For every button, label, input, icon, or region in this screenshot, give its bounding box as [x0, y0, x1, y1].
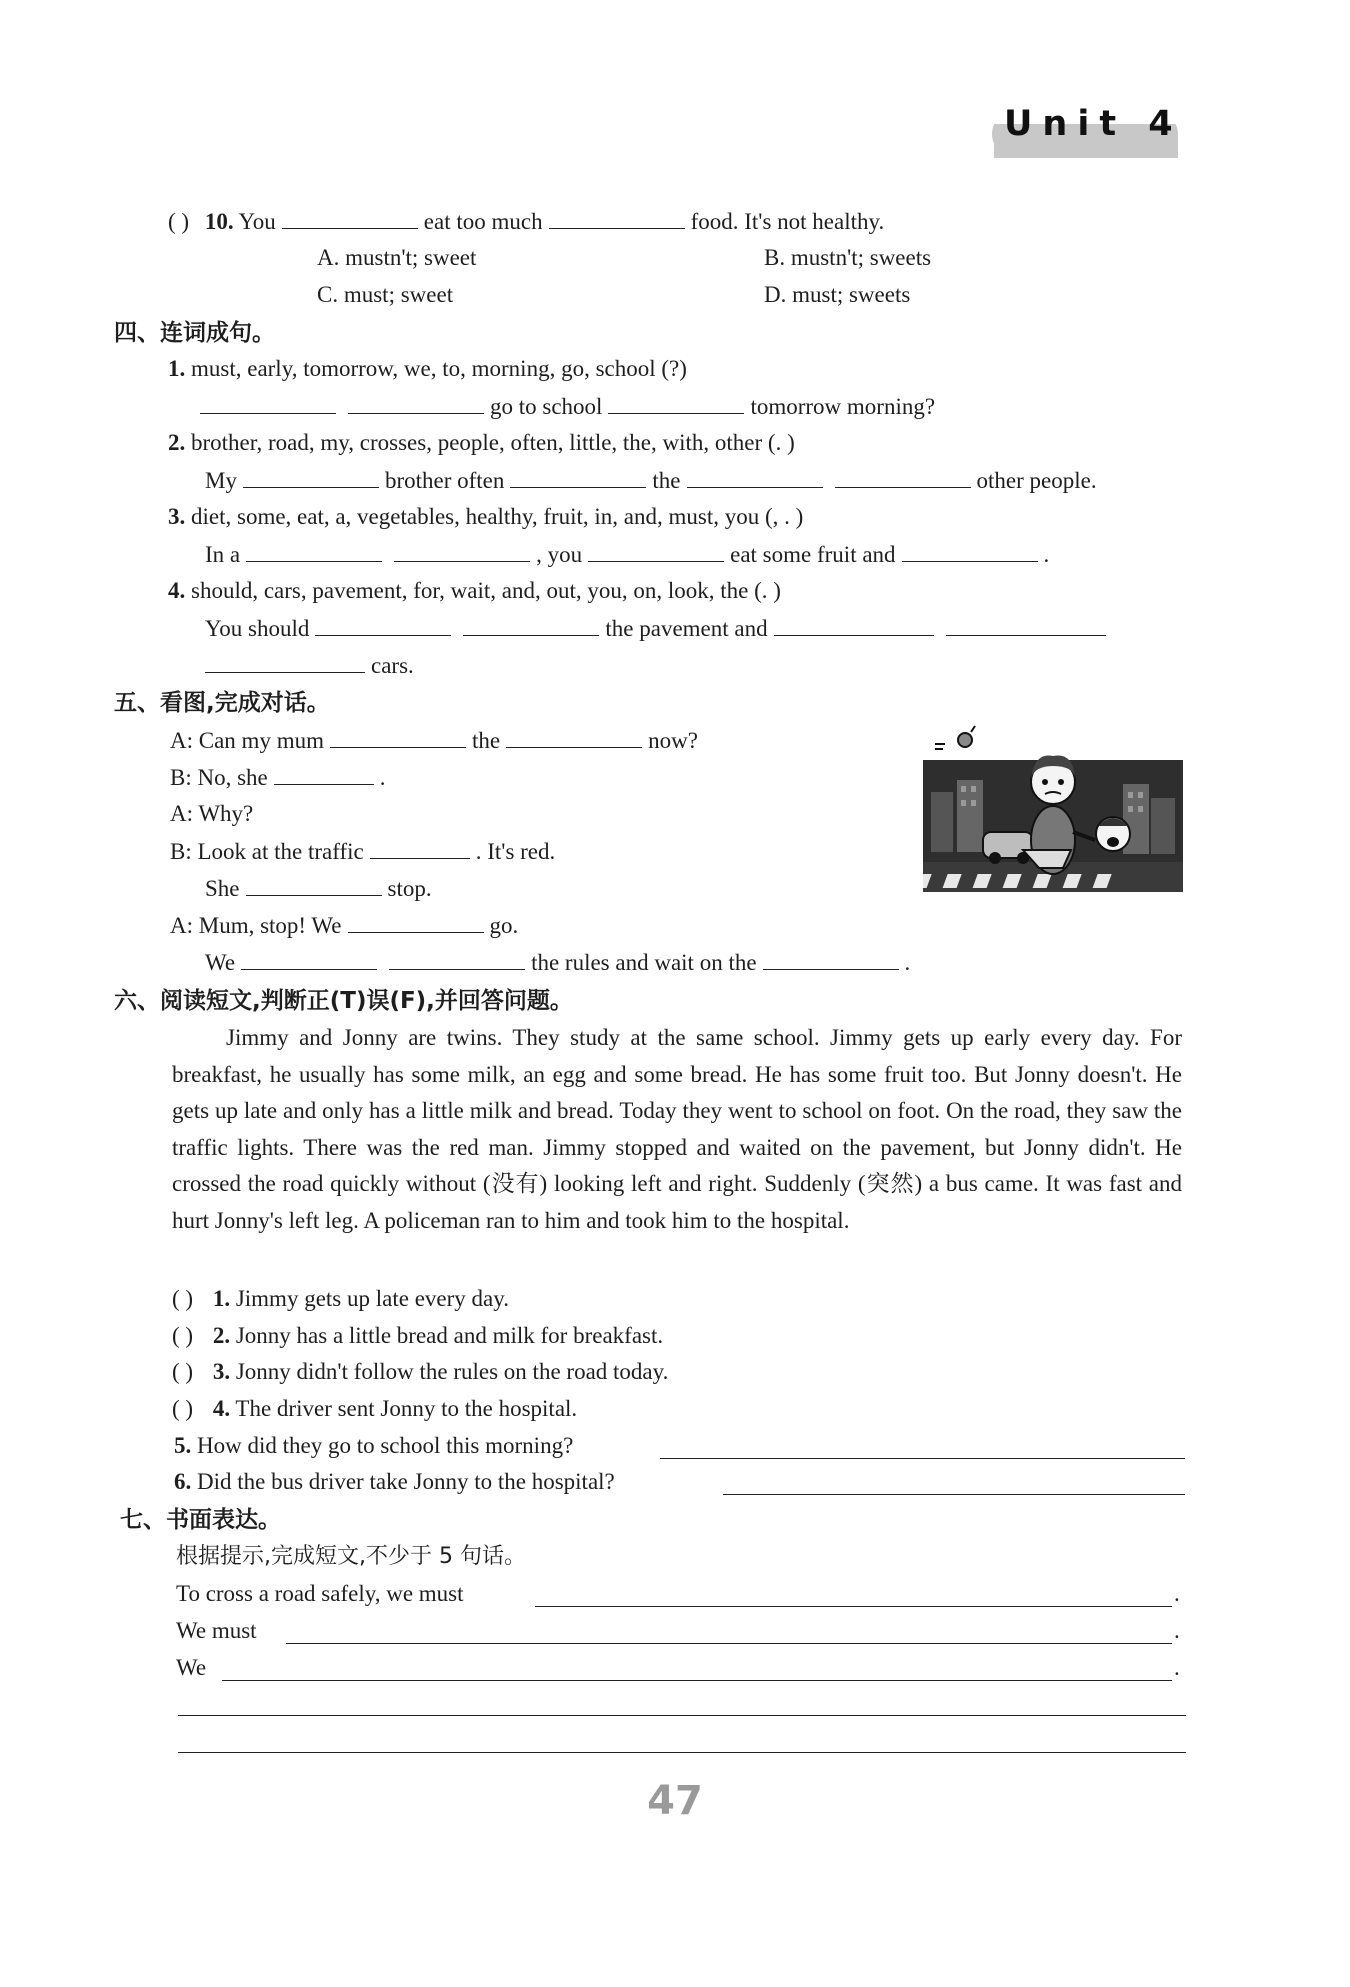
question-6: 6. Did the bus driver take Jonny to the hospital? [174, 1469, 615, 1494]
answer-line-5[interactable] [660, 1458, 1185, 1459]
sec4-item-3-answer: In a , you eat some fruit and . [205, 539, 1049, 570]
answer-blank[interactable] [510, 465, 646, 488]
q10-stem: ( ) 10. You eat too much food. It's not healthy. [168, 206, 884, 237]
dialogue-line-2: B: No, she . [170, 762, 386, 793]
reading-passage: Jimmy and Jonny are twins. They study at the same school. Jimmy gets up early every day. For breakfast, he usually has some milk, an egg and some bread. He has some fruit too. But Jonny doesn't. He gets up late and only has a little milk and bread. Today they went to school on foot. On the road, they saw the traffic lights. There was the red man. Jimmy stopped and waited on the pavement, but Jonny didn't. He crossed the road quickly without (没有) looking left and right. Suddenly (突然) a bus came. It was fast and hurt Jonny's left leg. A policeman ran to him and took him to the hospital. [172, 1025, 1182, 1233]
answer-blank[interactable] [246, 539, 382, 562]
answer-blank[interactable] [608, 391, 744, 414]
answer-blank[interactable] [246, 873, 382, 896]
option-c: C. must; sweet [317, 282, 454, 307]
dialogue-line-7: We the rules and wait on the . [205, 947, 910, 978]
answer-blank[interactable] [274, 762, 374, 785]
answer-blank[interactable] [588, 539, 724, 562]
sec4-item-4-answer-cont: cars. [205, 650, 414, 681]
sec4-item-2-answer: My brother often the other people. [205, 465, 1097, 496]
answer-blank[interactable] [394, 539, 530, 562]
tf-item-4: ( ) 4. The driver sent Jonny to the hospital. [172, 1396, 578, 1421]
question-5: 5. How did they go to school this morning? [174, 1433, 574, 1458]
answer-blank[interactable] [946, 613, 1106, 636]
section-4-title: 四、连词成句。 [114, 320, 275, 346]
answer-blank[interactable] [205, 650, 365, 673]
sec4-item-2-words: 2. brother, road, my, crosses, people, often, little, the, with, other (. ) [168, 430, 795, 455]
dialogue-line-3: A: Why? [170, 801, 254, 826]
tf-item-2: ( ) 2. Jonny has a little bread and milk for breakfast. [172, 1323, 664, 1348]
writing-line-4[interactable] [178, 1715, 1186, 1716]
street-crossing-illustration [923, 722, 1183, 892]
sec4-item-3-words: 3. diet, some, eat, a, vegetables, healthy, fruit, in, and, must, you (, . ) [168, 504, 804, 529]
answer-paren: ( ) [168, 209, 190, 234]
answer-blank[interactable] [200, 391, 336, 414]
unit-header [984, 100, 1184, 160]
answer-line-6[interactable] [723, 1494, 1185, 1495]
answer-blank[interactable] [763, 947, 899, 970]
answer-blank[interactable] [506, 725, 642, 748]
answer-blank[interactable] [243, 465, 379, 488]
writing-hint: 根据提示,完成短文,不少于 5 句话。 [176, 1544, 526, 1569]
tf-item-1: ( ) 1. Jimmy gets up late every day. [172, 1286, 509, 1311]
answer-blank[interactable] [835, 465, 971, 488]
sec4-item-4-words: 4. should, cars, pavement, for, wait, and, out, you, on, look, the (. ) [168, 578, 781, 603]
answer-blank[interactable] [370, 836, 470, 859]
answer-blank[interactable] [902, 539, 1038, 562]
answer-blank[interactable] [348, 391, 484, 414]
tf-item-3: ( ) 3. Jonny didn't follow the rules on the road today. [172, 1359, 669, 1384]
answer-blank[interactable] [315, 613, 451, 636]
writing-line-3-prompt: We [176, 1655, 207, 1680]
writing-line-2-prompt: We must [176, 1618, 257, 1643]
option-a: A. mustn't; sweet [317, 245, 477, 270]
section-6-title: 六、阅读短文,判断正(T)误(F),并回答问题。 [114, 988, 573, 1014]
question-number: 10. [204, 209, 234, 234]
page-number: 47 [647, 1778, 703, 1824]
dialogue-line-4: B: Look at the traffic . It's red. [170, 836, 555, 867]
answer-blank[interactable] [463, 613, 599, 636]
answer-blank[interactable] [549, 206, 685, 229]
answer-blank[interactable] [774, 613, 934, 636]
sec4-item-4-answer: You should the pavement and [205, 613, 1112, 644]
dialogue-line-1: A: Can my mum the now? [170, 725, 698, 756]
sec4-item-1-words: 1. must, early, tomorrow, we, to, morning, go, school (?) [168, 356, 687, 381]
answer-blank[interactable] [389, 947, 525, 970]
answer-blank[interactable] [330, 725, 466, 748]
answer-blank[interactable] [348, 910, 484, 933]
writing-line-1-prompt: To cross a road safely, we must [176, 1581, 464, 1606]
writing-line-3[interactable] [222, 1680, 1172, 1681]
option-b: B. mustn't; sweets [764, 245, 932, 270]
unit-title: Unit 4 [1004, 104, 1183, 144]
writing-line-1[interactable] [535, 1606, 1172, 1607]
option-d: D. must; sweets [764, 282, 911, 307]
dialogue-line-6: A: Mum, stop! We go. [170, 910, 518, 941]
answer-blank[interactable] [241, 947, 377, 970]
section-7-title: 七、书面表达。 [120, 1507, 281, 1533]
workbook-page: Unit 4 ( ) 10. You eat too much food. It's not healthy. A. mustn't; sweet B. mustn't; sweets C. must; sweet D. must; sweets 四、连词成句。 1. must, early, tomorrow, we, to, morning, go, school (?) go to school tomorrow morning? 2. brother, road, my, crosses, people, often, little, the, with, other (. ) My brother often the other people. 3. diet, some, eat, a, vegetables, healthy, fruit, in, and, must, you (, . ) In a , you eat some fruit and . 4. should, cars, pavement, for, wait, and, out, you, on, look, the (. ) You should the pavement and cars. 五、看图,完成对话。 A: Can my mum the now? B: No, she . A: Why? B: Look at the traffic . It's red. She stop. A: Mum, stop! We go. We the rules and wait on the . 六、阅读短文,判断正(T)误(F),并回答问题。 Jimmy and Jonny are twins. They study at the same school. Jimmy gets up early every day. For breakfast, he usually has some milk, an egg and some bread. He has some fruit too. But Jonny doesn't. He gets up late and only has a little milk and bread. Today they went to school on foot. On the road, they saw the traffic lights. There was the red man. Jimmy stopped and waited on the pavement, but Jonny didn't. He crossed the road quickly without (没有) looking left and right. Suddenly (突然) a bus came. It was fast and hurt Jonny's left leg. A policeman ran to him and took him to the hospital. ( ) 1. Jimmy gets up late every day. ( ) 2. Jonny has a little bread and milk for breakfast. ( ) 3. Jonny didn't follow the rules on the road today. ( ) 4. The driver sent Jonny to the hospital. 5. How did they go to school this morning? 6. Did the bus driver take Jonny to the hospital? 七、书面表达。 根据提示,完成短文,不少于 5 句话。 To cross a road safely, we must . We must . We . 47 [0, 0, 1350, 1987]
dialogue-line-5: She stop. [205, 873, 432, 904]
section-5-title: 五、看图,完成对话。 [114, 690, 330, 716]
answer-blank[interactable] [687, 465, 823, 488]
writing-line-2[interactable] [286, 1643, 1172, 1644]
writing-line-5[interactable] [178, 1752, 1186, 1753]
answer-blank[interactable] [282, 206, 418, 229]
sec4-item-1-answer: go to school tomorrow morning? [200, 391, 935, 422]
